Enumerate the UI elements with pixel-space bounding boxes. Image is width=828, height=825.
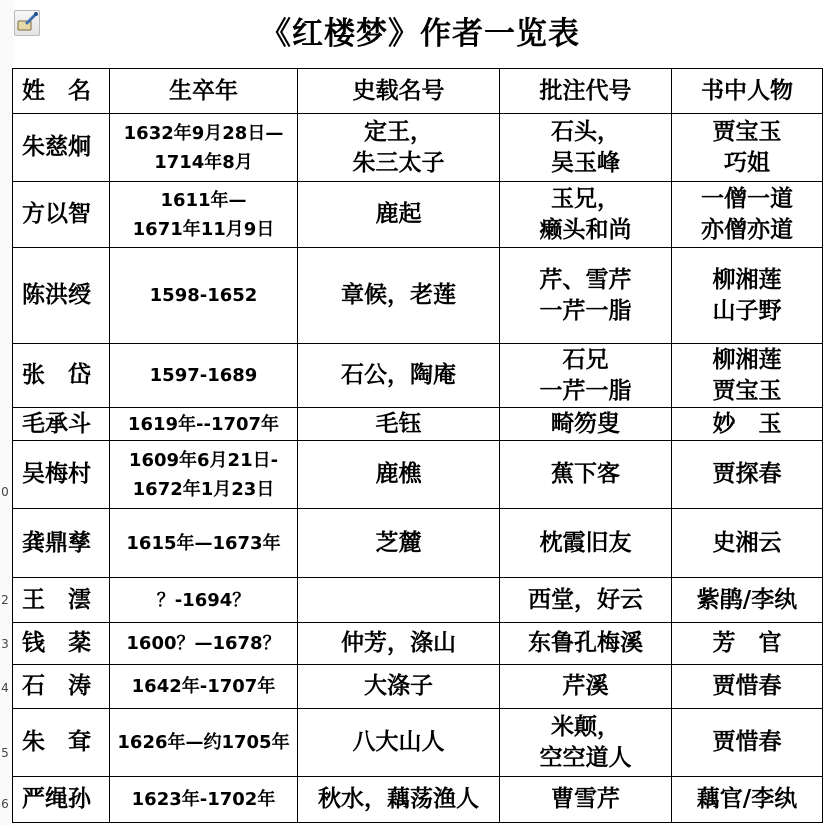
row-number: 3	[1, 637, 9, 651]
life-dates: 1632年9月28日— 1714年8月	[110, 114, 298, 182]
historical-titles: 仲芳，涤山	[298, 623, 500, 665]
life-dates: 1609年6月21日- 1672年1月23日	[110, 441, 298, 509]
row-number: 2	[1, 593, 9, 607]
annotation-codes: 米颠， 空空道人	[500, 709, 672, 777]
row-number: 6	[1, 797, 9, 811]
author-name: 王 澐	[13, 578, 110, 623]
annotation-codes: 畸笏叟	[500, 408, 672, 441]
book-characters: 芳 官	[672, 623, 823, 665]
historical-titles: 秋水，藕荡渔人	[298, 777, 500, 823]
table-row	[13, 665, 823, 709]
book-characters: 藕官/李纨	[672, 777, 823, 823]
table-row	[13, 114, 823, 182]
life-dates: 1598-1652	[110, 248, 298, 344]
historical-titles: 芝麓	[298, 509, 500, 578]
annotation-codes: 芹、雪芹 一芹一脂	[500, 248, 672, 344]
book-characters: 贾惜春	[672, 665, 823, 709]
header-titles: 史载名号	[298, 69, 500, 114]
author-name: 张 岱	[13, 344, 110, 408]
book-characters: 柳湘莲 山子野	[672, 248, 823, 344]
author-name: 龚鼎孳	[13, 509, 110, 578]
author-name: 陈洪绶	[13, 248, 110, 344]
annotation-codes: 曹雪芹	[500, 777, 672, 823]
table-row	[13, 441, 823, 509]
table-row	[13, 248, 823, 344]
life-dates: 1626年—约1705年	[110, 709, 298, 777]
historical-titles: 八大山人	[298, 709, 500, 777]
header-characters: 书中人物	[672, 69, 823, 114]
header-name: 姓 名	[13, 69, 110, 114]
author-name: 吴梅村	[13, 441, 110, 509]
book-characters: 贾惜春	[672, 709, 823, 777]
historical-titles	[298, 578, 500, 623]
life-dates: 1623年-1702年	[110, 777, 298, 823]
row-number: 4	[1, 681, 9, 695]
table-row	[13, 709, 823, 777]
life-dates: 1600？—1678？	[110, 623, 298, 665]
annotation-codes: 西堂，好云	[500, 578, 672, 623]
annotation-codes: 石兄 一芹一脂	[500, 344, 672, 408]
historical-titles: 章候，老莲	[298, 248, 500, 344]
header-codes: 批注代号	[500, 69, 672, 114]
table-row	[13, 182, 823, 248]
table-title: 《红楼梦》作者一览表	[260, 16, 580, 52]
annotation-codes: 蕉下客	[500, 441, 672, 509]
author-name: 毛承斗	[13, 408, 110, 441]
historical-titles: 定王， 朱三太子	[298, 114, 500, 182]
row-number: 5	[1, 746, 9, 760]
table-row	[13, 509, 823, 578]
historical-titles: 鹿起	[298, 182, 500, 248]
historical-titles: 鹿樵	[298, 441, 500, 509]
book-characters: 贾探春	[672, 441, 823, 509]
header-row	[13, 69, 823, 114]
table-row	[13, 777, 823, 823]
author-name: 钱 棻	[13, 623, 110, 665]
author-name: 朱 耷	[13, 709, 110, 777]
annotation-codes: 东鲁孔梅溪	[500, 623, 672, 665]
historical-titles: 大涤子	[298, 665, 500, 709]
author-name: 石 涛	[13, 665, 110, 709]
historical-titles: 石公，陶庵	[298, 344, 500, 408]
book-characters: 一僧一道 亦僧亦道	[672, 182, 823, 248]
life-dates: 1619年--1707年	[110, 408, 298, 441]
author-name: 严绳孙	[13, 777, 110, 823]
annotation-codes: 玉兄， 癞头和尚	[500, 182, 672, 248]
book-characters: 史湘云	[672, 509, 823, 578]
book-characters: 贾宝玉 巧姐	[672, 114, 823, 182]
book-characters: 妙 玉	[672, 408, 823, 441]
historical-titles: 毛钰	[298, 408, 500, 441]
table-row	[13, 408, 823, 441]
annotation-codes: 石头， 吴玉峰	[500, 114, 672, 182]
life-dates: ？-1694？	[110, 578, 298, 623]
annotation-codes: 枕霞旧友	[500, 509, 672, 578]
table-row	[13, 623, 823, 665]
life-dates: 1611年— 1671年11月9日	[110, 182, 298, 248]
life-dates: 1597-1689	[110, 344, 298, 408]
author-name: 方以智	[13, 182, 110, 248]
author-name: 朱慈炯	[13, 114, 110, 182]
row-number: 0	[1, 485, 9, 499]
book-characters: 紫鹃/李纨	[672, 578, 823, 623]
life-dates: 1615年—1673年	[110, 509, 298, 578]
annotation-codes: 芹溪	[500, 665, 672, 709]
table-row	[13, 578, 823, 623]
format-painter-icon[interactable]	[14, 10, 40, 36]
life-dates: 1642年-1707年	[110, 665, 298, 709]
table-row	[13, 344, 823, 408]
header-dates: 生卒年	[110, 69, 298, 114]
book-characters: 柳湘莲 贾宝玉	[672, 344, 823, 408]
author-table	[12, 68, 823, 823]
